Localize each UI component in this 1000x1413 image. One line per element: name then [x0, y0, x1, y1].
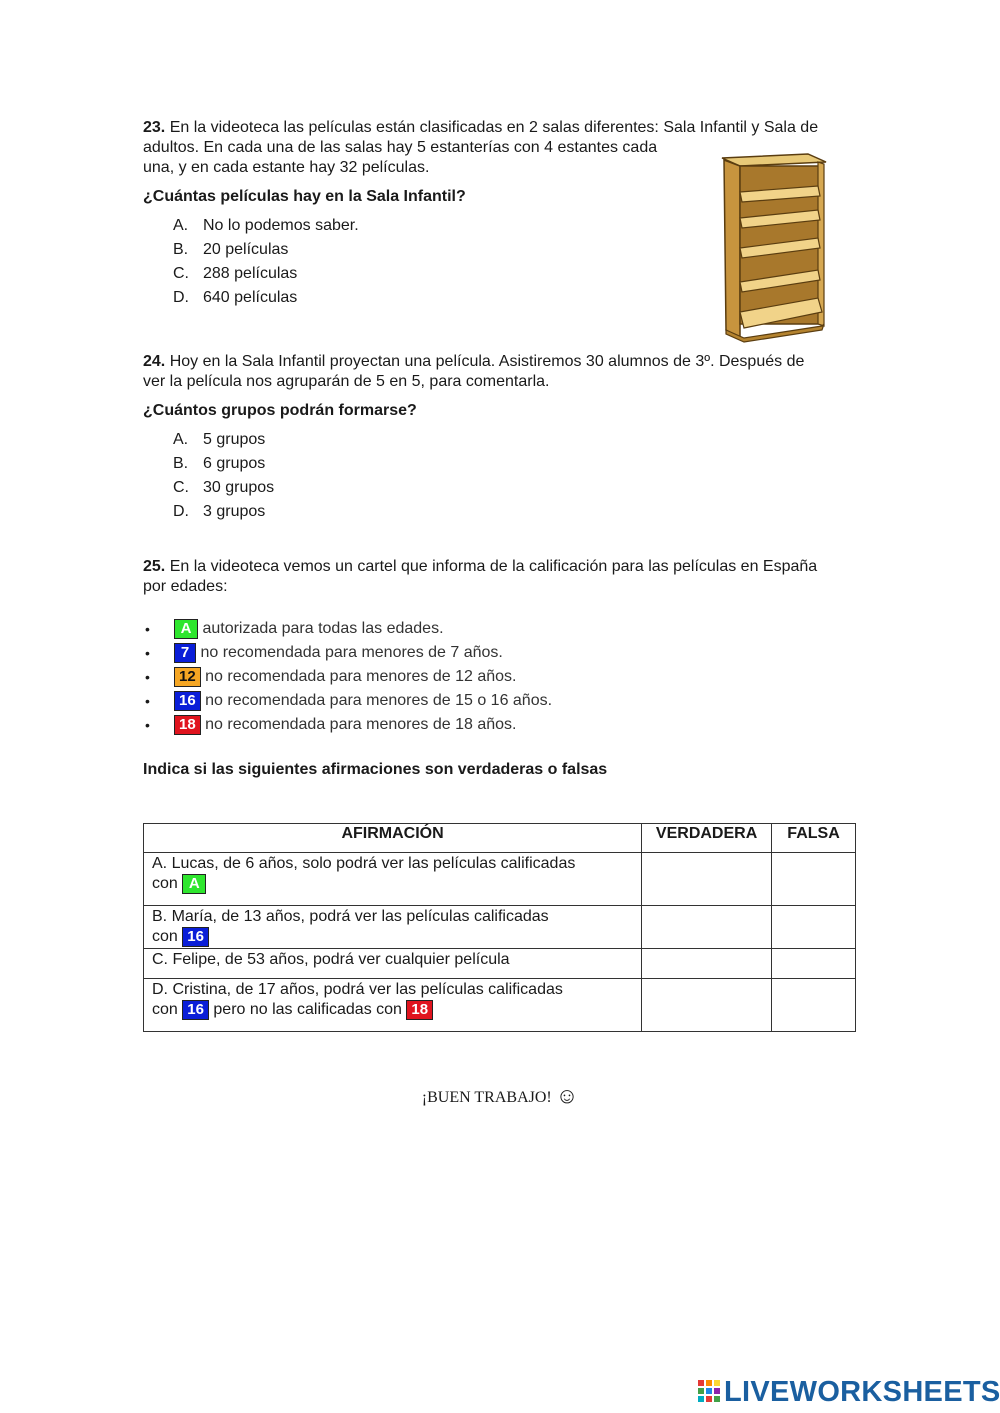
rating-12: [174, 666, 516, 688]
statement-line: [152, 1000, 633, 1020]
q23-option-b[interactable]: [173, 240, 288, 260]
option-letter: A.: [173, 217, 189, 234]
bullet: •: [145, 693, 150, 709]
bullet: •: [145, 717, 150, 733]
rating-badge-18: 18: [174, 715, 201, 735]
q24-option-b[interactable]: [173, 454, 265, 474]
rating-text: no recomendada para menores de 12 años.: [205, 668, 517, 685]
statement-d: [144, 979, 642, 1032]
q23-option-a[interactable]: [173, 216, 359, 236]
q24-line2: ver la película nos agruparán de 5 en 5, para comentarla.: [143, 373, 550, 390]
closing-text: ¡BUEN TRABAJO!: [421, 1089, 552, 1106]
header-afirmacion: AFIRMACIÓN: [144, 824, 642, 853]
bullet: •: [145, 669, 150, 685]
option-letter: B.: [173, 455, 189, 472]
option-text: 30 grupos: [203, 479, 275, 496]
option-letter: A.: [173, 431, 189, 448]
rating-16: [174, 690, 552, 712]
option-letter: B.: [173, 241, 189, 258]
rating-badge-12: 12: [174, 667, 201, 687]
rating-badge-16: 16: [182, 927, 209, 947]
q24-option-d[interactable]: [173, 502, 265, 522]
rating-text: no recomendada para menores de 18 años.: [205, 716, 517, 733]
q23-text-1: En la videoteca las películas están clasificadas en 2 salas diferentes: Sala Infantil y Sala de: [169, 119, 819, 136]
statement-line: D. Cristina, de 17 años, podrá ver las películas calificadas: [152, 981, 563, 999]
q24-option-a[interactable]: [173, 430, 265, 450]
rating-badge-a: A: [182, 874, 206, 894]
liveworksheets-logo-icon: [697, 1378, 721, 1408]
table-row: [144, 979, 856, 1032]
statement-line: [152, 927, 633, 947]
q24-number: 24.: [143, 353, 166, 370]
q23-line3: una, y en cada estante hay 32 películas.: [143, 159, 430, 176]
header-verdadera: VERDADERA: [642, 824, 772, 853]
option-text: 5 grupos: [203, 431, 266, 448]
rating-badge-7: 7: [174, 643, 196, 663]
q25-instruction: Indica si las siguientes afirmaciones son verdaderas o falsas: [143, 761, 608, 778]
falsa-cell[interactable]: [772, 949, 856, 979]
q25-text-1: En la videoteca vemos un cartel que informa de la calificación para las películas en España: [169, 558, 818, 575]
rating-a: [174, 618, 444, 640]
bullet: •: [145, 645, 150, 661]
rating-badge-18: 18: [406, 1000, 433, 1020]
table-row: [144, 853, 856, 906]
option-letter: D.: [173, 503, 189, 520]
rating-text: no recomendada para menores de 7 años.: [200, 644, 503, 661]
statement-mid: pero no las calificadas con: [213, 1001, 402, 1019]
statement-b: [144, 906, 642, 949]
verdadera-cell[interactable]: [642, 979, 772, 1032]
option-letter: C.: [173, 265, 189, 282]
option-text: 3 grupos: [203, 503, 266, 520]
option-text: 288 películas: [203, 265, 298, 282]
q23-option-d[interactable]: [173, 288, 297, 308]
rating-7: [174, 642, 503, 664]
q25-line2: por edades:: [143, 578, 228, 595]
q23-number: 23.: [143, 119, 166, 136]
statement-line: [152, 874, 633, 894]
rating-text: no recomendada para menores de 15 o 16 años.: [205, 692, 553, 709]
option-text: 6 grupos: [203, 455, 266, 472]
rating-badge-16: 16: [174, 691, 201, 711]
rating-18: [174, 714, 516, 736]
statement-c: [144, 949, 642, 979]
smiley-icon: ☺: [555, 1083, 579, 1108]
q24-line1: [143, 352, 804, 372]
option-text: No lo podemos saber.: [203, 217, 359, 234]
statements-table: [143, 823, 856, 1032]
falsa-cell[interactable]: [772, 906, 856, 949]
statement-con: con: [152, 928, 178, 946]
table-row: [144, 949, 856, 979]
statement-line: C. Felipe, de 53 años, podrá ver cualquier película: [152, 951, 510, 969]
q24-question: ¿Cuántos grupos podrán formarse?: [143, 402, 417, 419]
option-letter: C.: [173, 479, 189, 496]
falsa-cell[interactable]: [772, 853, 856, 906]
q25-line1: [143, 557, 817, 577]
statement-line: A. Lucas, de 6 años, solo podrá ver las películas calificadas: [152, 855, 576, 872]
statement-con: con: [152, 1001, 178, 1019]
option-text: 640 películas: [203, 289, 298, 306]
verdadera-cell[interactable]: [642, 853, 772, 906]
rating-text: autorizada para todas las edades.: [202, 620, 444, 637]
bullet: •: [145, 621, 150, 637]
q23-option-c[interactable]: [173, 264, 297, 284]
closing-message: [0, 1083, 1000, 1109]
liveworksheets-logo-text: LIVEWORKSHEETS: [724, 1376, 1000, 1408]
table-row: [144, 906, 856, 949]
header-falsa: FALSA: [772, 824, 856, 853]
option-letter: D.: [173, 289, 189, 306]
falsa-cell[interactable]: [772, 979, 856, 1032]
rating-badge-16: 16: [182, 1000, 209, 1020]
q23-line2: adultos. En cada una de las salas hay 5 estanterías con 4 estantes cada: [143, 139, 658, 156]
q25-number: 25.: [143, 558, 166, 575]
option-text: 20 películas: [203, 241, 289, 258]
statement-a: [144, 853, 642, 906]
bookshelf-icon: [718, 152, 830, 344]
q23-question: ¿Cuántas películas hay en la Sala Infantil?: [143, 188, 466, 205]
q23-line1: [143, 118, 818, 138]
verdadera-cell[interactable]: [642, 906, 772, 949]
q24-option-c[interactable]: [173, 478, 274, 498]
rating-badge-a: A: [174, 619, 198, 639]
statement-line: B. María, de 13 años, podrá ver las películas calificadas: [152, 908, 549, 925]
verdadera-cell[interactable]: [642, 949, 772, 979]
statement-con: con: [152, 875, 178, 893]
q24-text-1: Hoy en la Sala Infantil proyectan una película. Asistiremos 30 alumnos de 3º. Después de: [169, 353, 805, 370]
table-header-row: [144, 824, 856, 853]
